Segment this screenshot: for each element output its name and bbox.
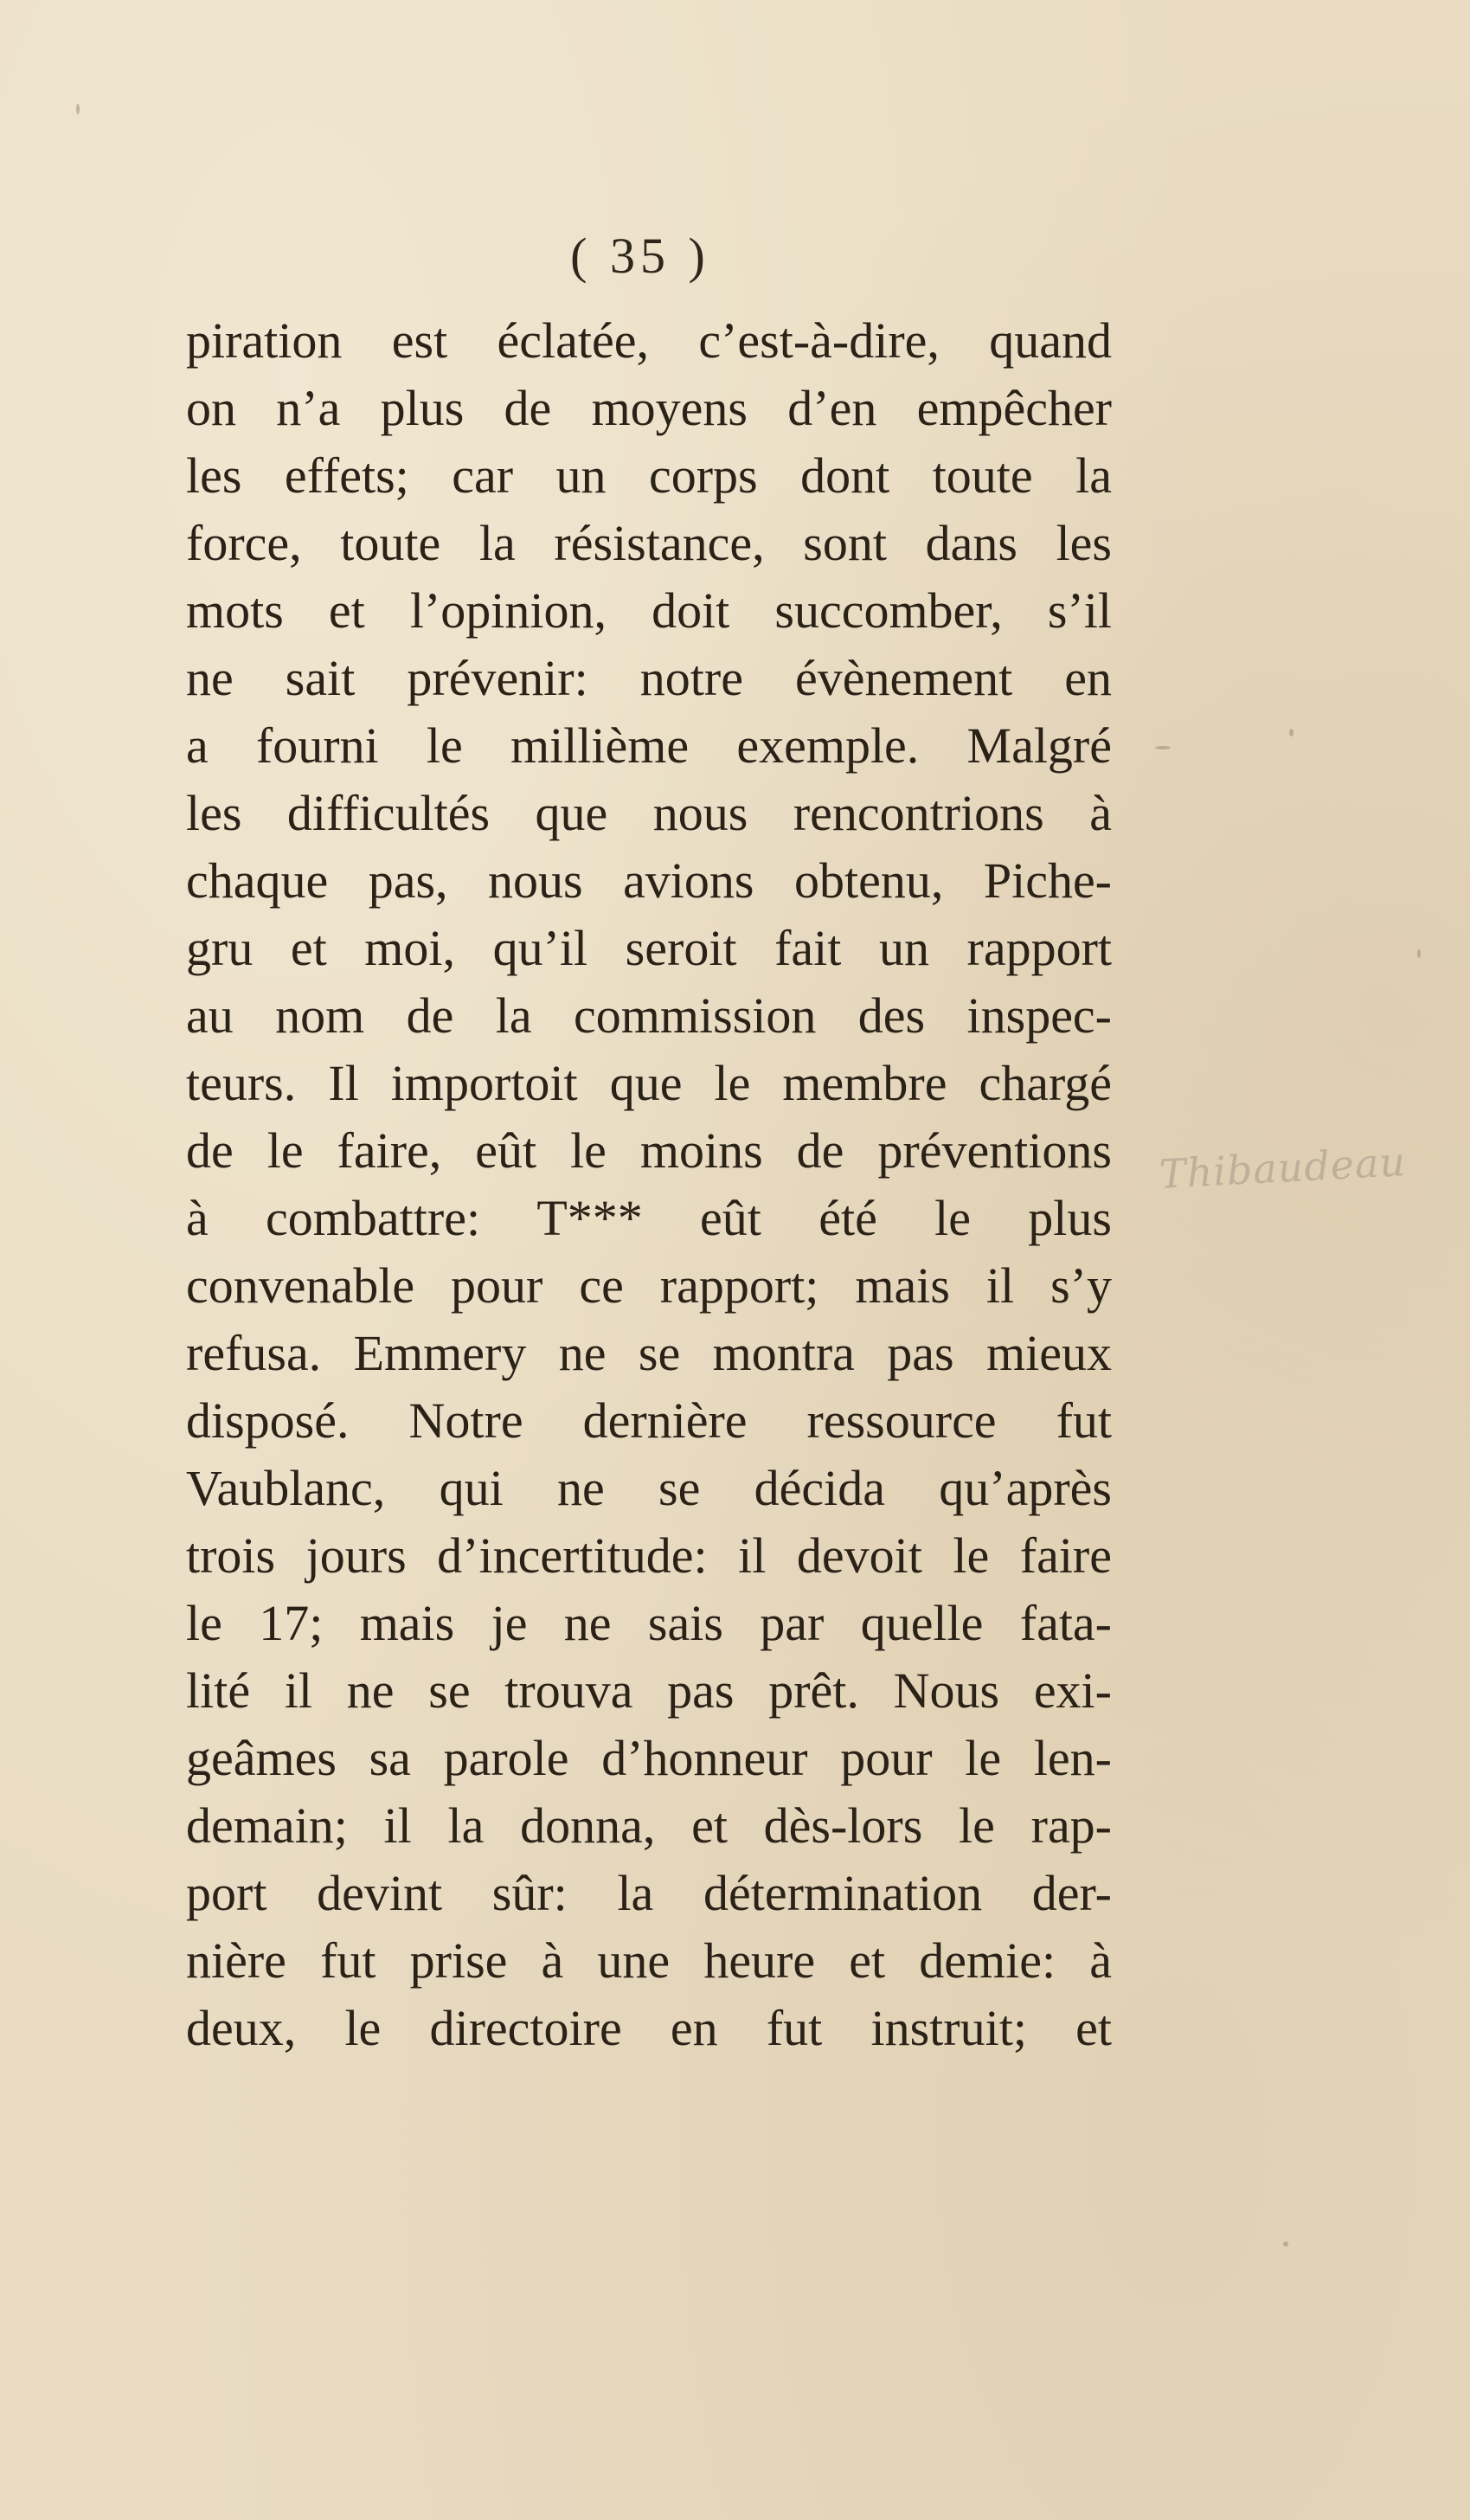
text-line: trois jours d’incertitude: il devoit le faire xyxy=(186,1527,1112,1584)
text-line: ne sait prévenir: notre évènement en xyxy=(186,650,1112,706)
paper-speck xyxy=(1155,746,1171,749)
text-line: Vaublanc, qui ne se décida qu’après xyxy=(186,1460,1112,1516)
text-line: convenable pour ce rapport; mais il s’y xyxy=(186,1257,1112,1314)
body-text xyxy=(186,307,1112,2062)
text-line: port devint sûr: la détermination der- xyxy=(186,1865,1112,1921)
text-line: nière fut prise à une heure et demie: à xyxy=(186,1932,1112,1989)
text-line: le 17; mais je ne sais par quelle fata- xyxy=(186,1595,1112,1651)
text-line: à combattre: T*** eût été le plus xyxy=(186,1190,1112,1246)
text-line: lité il ne se trouva pas prêt. Nous exi- xyxy=(186,1662,1112,1719)
paper-speck xyxy=(1283,2241,1288,2247)
text-line: force, toute la résistance, sont dans les xyxy=(186,515,1112,571)
text-line: chaque pas, nous avions obtenu, Piche- xyxy=(186,852,1112,909)
paper-speck xyxy=(1289,729,1293,736)
paper-speck xyxy=(1417,949,1421,958)
page-number: ( 35 ) xyxy=(570,228,710,284)
text-line: refusa. Emmery ne se montra pas mieux xyxy=(186,1325,1112,1381)
text-line: piration est éclatée, c’est-à-dire, quand xyxy=(186,312,1112,369)
text-line: gru et moi, qu’il seroit fait un rapport xyxy=(186,920,1112,976)
text-line: a fourni le millième exemple. Malgré xyxy=(186,717,1112,774)
text-line: mots et l’opinion, doit succomber, s’il xyxy=(186,582,1112,639)
text-line: au nom de la commission des inspec- xyxy=(186,987,1112,1044)
text-line: disposé. Notre dernière ressource fut xyxy=(186,1392,1112,1449)
text-line: de le faire, eût le moins de préventions xyxy=(186,1122,1112,1179)
text-line: les difficultés que nous rencontrions à xyxy=(186,785,1112,841)
text-line: les effets; car un corps dont toute la xyxy=(186,447,1112,504)
text-line: deux, le directoire en fut instruit; et xyxy=(186,2000,1112,2056)
text-line: teurs. Il importoit que le membre chargé xyxy=(186,1055,1112,1111)
text-line: on n’a plus de moyens d’en empêcher xyxy=(186,380,1112,436)
text-line: geâmes sa parole d’honneur pour le len- xyxy=(186,1730,1112,1786)
paper-speck xyxy=(76,104,80,114)
pencil-margin-note: Thibaudeau xyxy=(1158,1138,1408,1198)
text-line: demain; il la donna, et dès-lors le rap- xyxy=(186,1797,1112,1854)
